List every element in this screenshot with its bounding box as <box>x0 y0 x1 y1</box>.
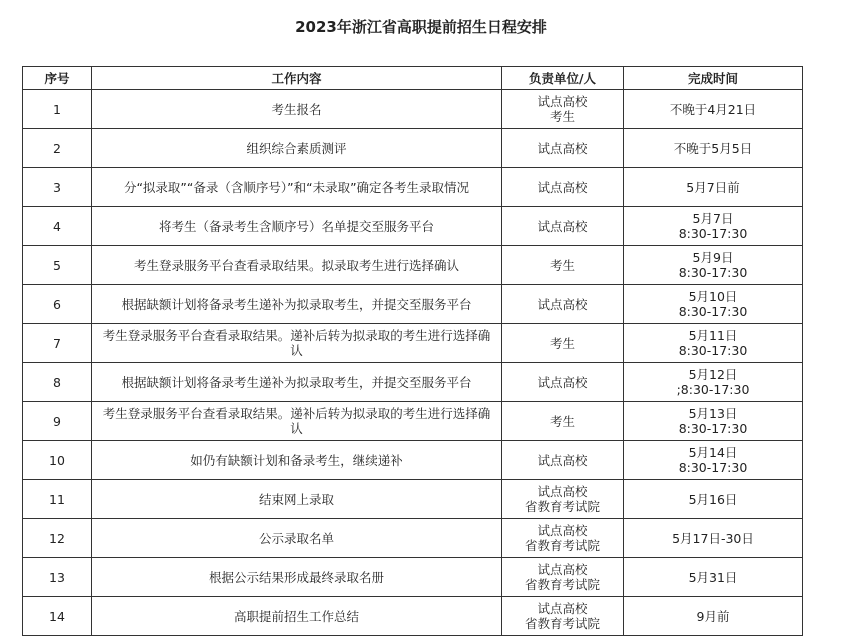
completion-time-line: 5月10日 <box>688 289 738 304</box>
table-row <box>23 480 803 519</box>
owner-line: 试点高校 <box>537 523 588 538</box>
owner-line: 试点高校 <box>537 452 588 468</box>
row-number-cell: 11 <box>23 480 92 519</box>
task-cell: 根据公示结果形成最终录取名册 <box>92 558 502 597</box>
table-row <box>23 363 803 402</box>
completion-time-line: 8:30-17:30 <box>678 421 748 436</box>
table-row <box>23 246 803 285</box>
owner-line: 试点高校 <box>537 218 588 234</box>
owner-line: 省教育考试院 <box>524 616 600 631</box>
owner-line: 考生 <box>549 335 575 351</box>
task-cell: 考生登录服务平台查看录取结果。递补后转为拟录取的考生进行选择确认 <box>92 402 502 441</box>
owner-line: 省教育考试院 <box>524 577 600 592</box>
owner-cell <box>502 363 624 402</box>
completion-time-cell <box>624 168 803 207</box>
table-row <box>23 402 803 441</box>
task-cell: 组织综合素质测评 <box>92 129 502 168</box>
schedule-table <box>22 66 803 636</box>
owner-line: 考生 <box>549 413 575 429</box>
task-cell: 考生报名 <box>92 90 502 129</box>
table-row <box>23 597 803 636</box>
column-header-no: 序号 <box>23 67 92 90</box>
completion-time-line: 不晚于4月21日 <box>669 101 757 117</box>
completion-time-cell <box>624 129 803 168</box>
table-row <box>23 129 803 168</box>
completion-time-cell <box>624 519 803 558</box>
completion-time-cell <box>624 285 803 324</box>
completion-time-line: 5月12日 <box>688 367 738 382</box>
completion-time-line: 5月13日 <box>688 406 738 421</box>
owner-cell <box>502 402 624 441</box>
owner-cell <box>502 324 624 363</box>
row-number-cell: 9 <box>23 402 92 441</box>
completion-time-line: 5月9日 <box>692 250 734 265</box>
owner-cell <box>502 519 624 558</box>
owner-line: 省教育考试院 <box>524 538 600 553</box>
table-row <box>23 285 803 324</box>
task-cell: 如仍有缺额计划和备录考生，继续递补 <box>92 441 502 480</box>
completion-time-line: 8:30-17:30 <box>678 226 748 241</box>
task-cell: 考生登录服务平台查看录取结果。递补后转为拟录取的考生进行选择确认 <box>92 324 502 363</box>
owner-cell <box>502 207 624 246</box>
owner-line: 考生 <box>549 109 575 124</box>
owner-cell <box>502 558 624 597</box>
owner-cell <box>502 129 624 168</box>
completion-time-cell <box>624 597 803 636</box>
owner-line: 试点高校 <box>537 601 588 616</box>
completion-time-cell <box>624 558 803 597</box>
owner-cell <box>502 480 624 519</box>
completion-time-cell <box>624 207 803 246</box>
table-row <box>23 324 803 363</box>
completion-time-cell <box>624 480 803 519</box>
task-cell: 考生登录服务平台查看录取结果。拟录取考生进行选择确认 <box>92 246 502 285</box>
row-number-cell: 12 <box>23 519 92 558</box>
owner-line: 试点高校 <box>537 296 588 312</box>
owner-line: 试点高校 <box>537 179 588 195</box>
completion-time-line: 5月7日 <box>692 211 734 226</box>
row-number-cell: 4 <box>23 207 92 246</box>
completion-time-line: 5月17日-30日 <box>672 530 754 546</box>
completion-time-line: 8:30-17:30 <box>678 460 748 475</box>
task-cell: 结束网上录取 <box>92 480 502 519</box>
column-header-owner: 负责单位/人 <box>502 67 624 90</box>
completion-time-line: 5月31日 <box>688 569 738 585</box>
row-number-cell: 2 <box>23 129 92 168</box>
owner-line: 省教育考试院 <box>524 499 600 514</box>
owner-cell <box>502 441 624 480</box>
row-number-cell: 6 <box>23 285 92 324</box>
page-title: 2023年浙江省高职提前招生日程安排 <box>295 18 547 36</box>
owner-line: 试点高校 <box>537 374 588 390</box>
completion-time-line: 8:30-17:30 <box>678 265 748 280</box>
column-header-time: 完成时间 <box>624 67 803 90</box>
completion-time-line: 9月前 <box>696 608 730 624</box>
task-cell: 高职提前招生工作总结 <box>92 597 502 636</box>
row-number-cell: 7 <box>23 324 92 363</box>
row-number-cell: 3 <box>23 168 92 207</box>
completion-time-line: 5月14日 <box>688 445 738 460</box>
owner-cell <box>502 90 624 129</box>
column-header-task: 工作内容 <box>92 67 502 90</box>
completion-time-line: 5月7日前 <box>686 179 740 195</box>
owner-line: 试点高校 <box>537 140 588 156</box>
task-cell: 根据缺额计划将备录考生递补为拟录取考生，并提交至服务平台 <box>92 285 502 324</box>
owner-line: 试点高校 <box>537 562 588 577</box>
completion-time-cell <box>624 363 803 402</box>
table-row <box>23 558 803 597</box>
completion-time-line: 8:30-17:30 <box>678 343 748 358</box>
completion-time-cell <box>624 441 803 480</box>
task-cell: 将考生（备录考生含顺序号）名单提交至服务平台 <box>92 207 502 246</box>
row-number-cell: 8 <box>23 363 92 402</box>
table-row <box>23 90 803 129</box>
completion-time-line: 5月16日 <box>688 491 738 507</box>
owner-cell <box>502 285 624 324</box>
task-cell: 根据缺额计划将备录考生递补为拟录取考生，并提交至服务平台 <box>92 363 502 402</box>
table-row <box>23 441 803 480</box>
row-number-cell: 14 <box>23 597 92 636</box>
row-number-cell: 5 <box>23 246 92 285</box>
table-body <box>23 90 803 636</box>
owner-cell <box>502 246 624 285</box>
table-row <box>23 519 803 558</box>
task-cell: 分“拟录取”“备录（含顺序号）”和“未录取”确定各考生录取情况 <box>92 168 502 207</box>
owner-cell <box>502 168 624 207</box>
completion-time-line: 5月11日 <box>688 328 738 343</box>
completion-time-line: 8:30-17:30 <box>678 304 748 319</box>
owner-line: 试点高校 <box>537 484 588 499</box>
table-header-row <box>23 67 803 90</box>
owner-line: 考生 <box>549 257 575 273</box>
table-row <box>23 207 803 246</box>
completion-time-cell <box>624 246 803 285</box>
completion-time-cell <box>624 402 803 441</box>
row-number-cell: 10 <box>23 441 92 480</box>
row-number-cell: 13 <box>23 558 92 597</box>
task-cell: 公示录取名单 <box>92 519 502 558</box>
row-number-cell: 1 <box>23 90 92 129</box>
completion-time-cell <box>624 90 803 129</box>
completion-time-cell <box>624 324 803 363</box>
owner-line: 试点高校 <box>537 94 588 109</box>
owner-cell <box>502 597 624 636</box>
table-row <box>23 168 803 207</box>
completion-time-line: ;8:30-17:30 <box>676 382 750 397</box>
completion-time-line: 不晚于5月5日 <box>673 140 753 156</box>
